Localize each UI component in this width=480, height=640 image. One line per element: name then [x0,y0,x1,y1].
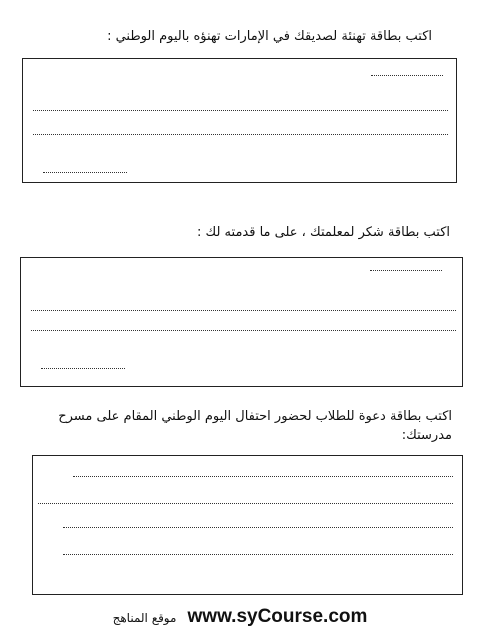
writing-line[interactable] [43,172,127,173]
writing-line[interactable] [370,270,442,271]
card-box-3[interactable] [32,455,463,595]
writing-line[interactable] [33,110,448,111]
footer-site-link[interactable]: www.syCourse.com [187,606,368,627]
prompt-1: اكتب بطاقة تهنئة لصديقك في الإمارات تهنؤه باليوم الوطني : [107,29,432,44]
writing-line[interactable] [38,503,453,504]
writing-line[interactable] [33,134,448,135]
footer-arabic-label: موقع المناهج [112,611,177,625]
card-box-2[interactable] [20,257,463,387]
prompt-2: اكتب بطاقة شكر لمعلمتك ، على ما قدمته لك : [196,225,450,240]
prompt-3: اكتب بطاقة دعوة للطلاب لحضور احتفال اليوم الوطني المقام على مسرح مدرستك: [58,409,452,443]
footer [0,606,480,628]
writing-line[interactable] [31,310,456,311]
writing-line[interactable] [63,554,453,555]
writing-line[interactable] [371,75,443,76]
writing-line[interactable] [63,527,453,528]
writing-line[interactable] [41,368,125,369]
writing-line[interactable] [73,476,453,477]
writing-line[interactable] [31,330,456,331]
card-box-1[interactable] [22,58,457,183]
